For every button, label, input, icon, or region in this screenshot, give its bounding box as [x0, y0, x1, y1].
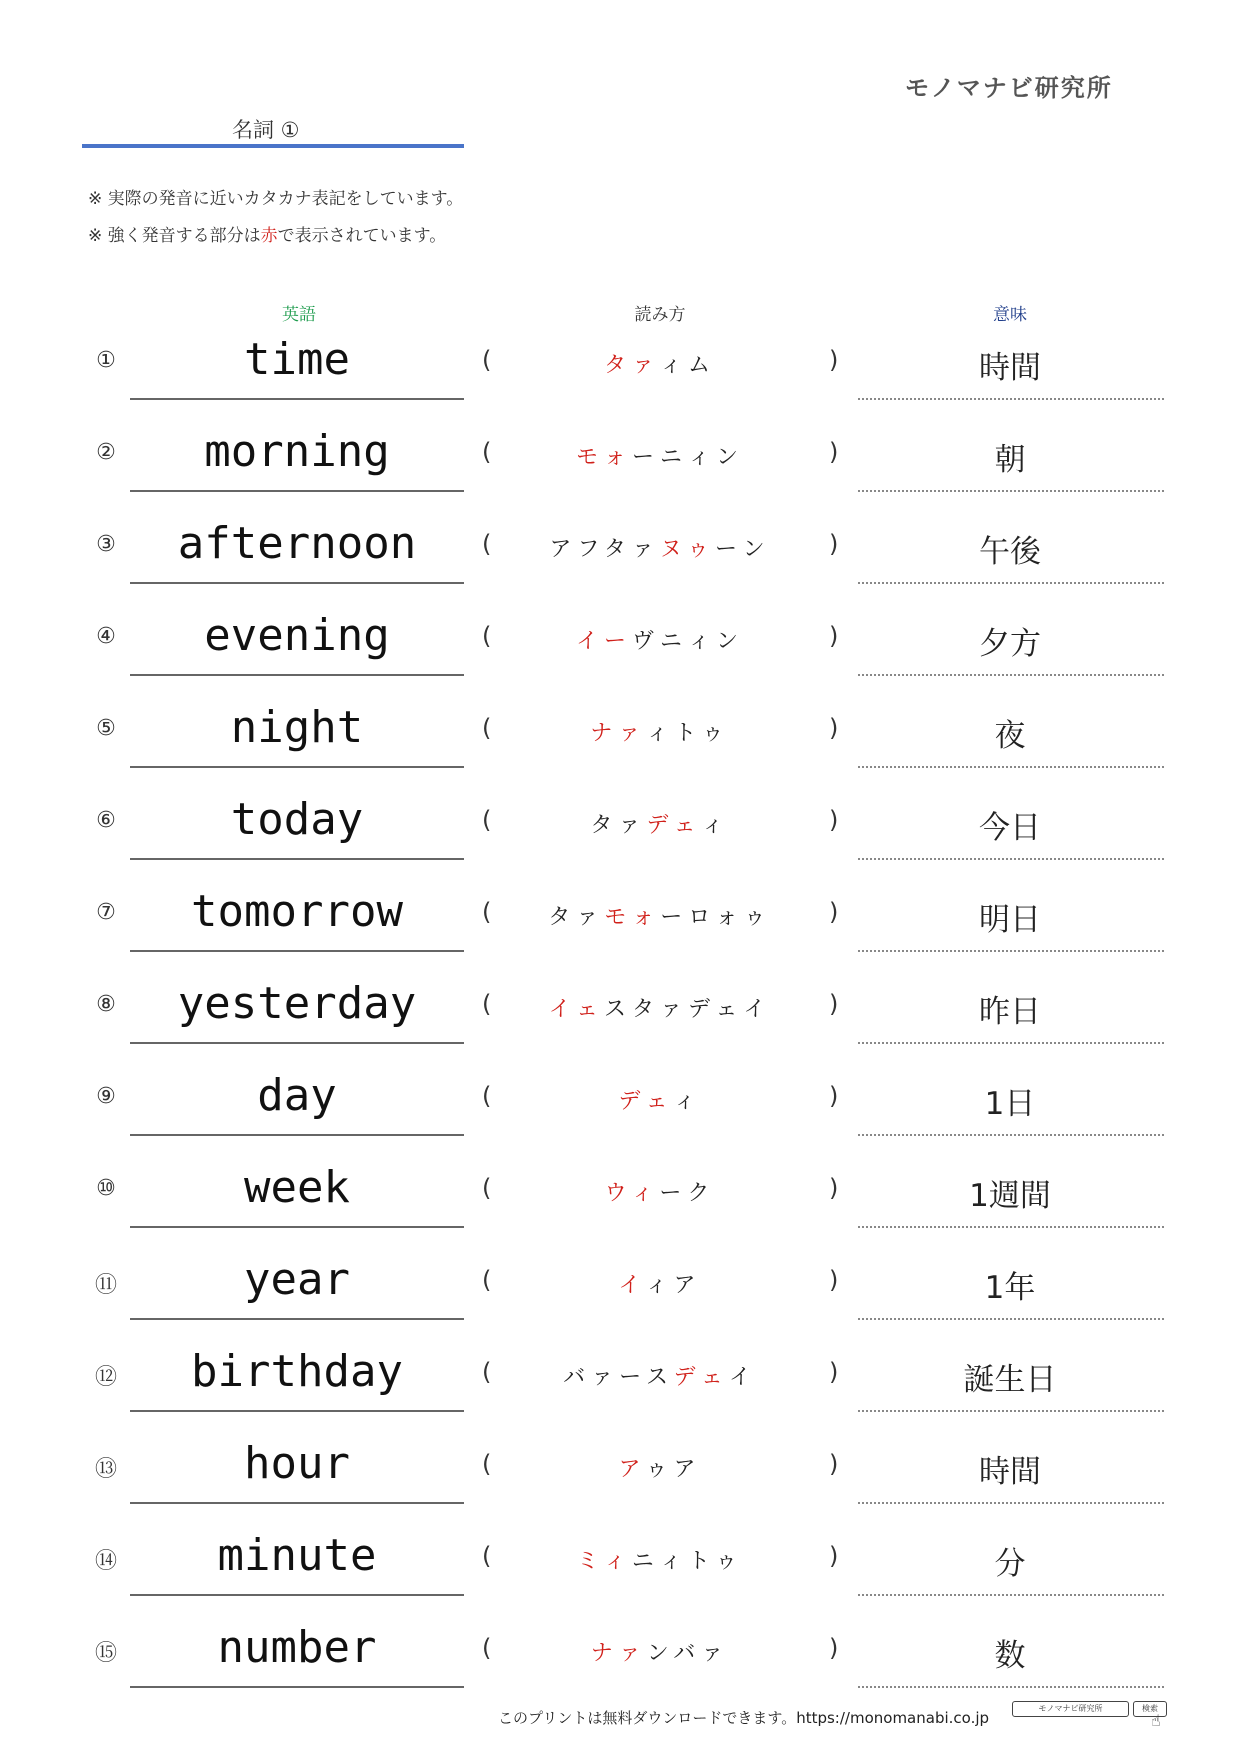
reading-stress: デェ [646, 813, 702, 838]
meaning-text: 朝 [994, 442, 1026, 478]
reading-stress: モォ [575, 445, 632, 470]
reading-stress: ウィ [604, 1181, 660, 1206]
meaning-underline [858, 582, 1164, 584]
header-reading: 読み方 [634, 305, 686, 325]
english-underline [130, 1226, 464, 1228]
close-paren: ) [829, 990, 839, 1018]
vocab-row [0, 606, 1241, 698]
footer-text: このプリントは無料ダウンロードできます。https://monomanabi.co.jp [498, 1709, 990, 1727]
open-paren: ( [482, 346, 492, 374]
reading-stress: イ [618, 1273, 646, 1298]
pointer-hand-icon: ☝ [1151, 1711, 1161, 1730]
reading-text [510, 808, 810, 839]
english-word: hour [244, 1438, 350, 1489]
english-word: time [244, 334, 350, 385]
vocab-row [0, 790, 1241, 882]
row-number: ③ [96, 532, 116, 557]
reading-text [510, 348, 810, 379]
close-paren: ) [829, 1174, 839, 1202]
open-paren: ( [482, 806, 492, 834]
vocab-row [0, 422, 1241, 514]
reading-text [510, 532, 810, 563]
site-logo: モノマナビ研究所 [905, 74, 1113, 102]
reading-stress: ア [618, 1457, 646, 1482]
meaning-underline [858, 950, 1164, 952]
meaning-text: 午後 [979, 534, 1041, 570]
meaning-underline [858, 1686, 1164, 1688]
reading-segment: ーン [715, 537, 771, 562]
note-line-2-post: で表示されています。 [277, 226, 447, 246]
close-paren: ) [829, 1634, 839, 1662]
row-number: ⑥ [96, 808, 116, 833]
note-line-2-red: 赤 [260, 226, 278, 246]
english-word: yesterday [177, 978, 417, 1029]
header-meaning: 意味 [993, 305, 1027, 325]
reading-stress: イー [575, 629, 632, 654]
english-underline [130, 1686, 464, 1688]
meaning-underline [858, 766, 1164, 768]
reading-stress: イェ [548, 997, 605, 1022]
english-underline [130, 766, 464, 768]
vocab-row [0, 974, 1241, 1066]
row-number: ④ [96, 624, 116, 649]
row-number: ⑨ [96, 1084, 116, 1109]
english-underline [130, 490, 464, 492]
row-number: ⑦ [96, 900, 116, 925]
meaning-underline [858, 674, 1164, 676]
reading-text [510, 624, 810, 655]
reading-segment: ゥア [645, 1457, 702, 1482]
reading-segment: イ [728, 1365, 757, 1390]
english-underline [130, 1318, 464, 1320]
reading-text [510, 1360, 810, 1391]
english-word: birthday [191, 1346, 403, 1397]
reading-text [510, 992, 810, 1023]
open-paren: ( [482, 1266, 492, 1294]
meaning-text: 夜 [994, 718, 1026, 754]
meaning-underline [858, 1502, 1164, 1504]
close-paren: ) [829, 1082, 839, 1110]
meaning-underline [858, 1042, 1164, 1044]
reading-segment: ィア [645, 1273, 702, 1298]
reading-text [510, 1268, 810, 1299]
row-number: ⑪ [94, 1273, 117, 1298]
reading-stress: タァ [603, 353, 660, 378]
english-word: year [244, 1254, 350, 1305]
reading-segment: ィ [701, 813, 730, 838]
row-number: ⑫ [94, 1365, 117, 1390]
open-paren: ( [482, 1082, 492, 1110]
reading-stress: ヌゥ [659, 537, 716, 562]
english-underline [130, 1502, 464, 1504]
reading-segment: ーニィン [632, 445, 745, 470]
close-paren: ) [829, 714, 839, 742]
vocab-row [0, 1342, 1241, 1434]
english-underline [130, 1594, 464, 1596]
meaning-underline [858, 1410, 1164, 1412]
reading-segment: ーロォゥ [660, 905, 772, 930]
english-word: minute [217, 1530, 377, 1581]
reading-text [510, 440, 810, 471]
reading-text [510, 716, 810, 747]
english-underline [130, 950, 464, 952]
open-paren: ( [482, 898, 492, 926]
meaning-text: 時間 [979, 1454, 1041, 1490]
close-paren: ) [829, 806, 839, 834]
meaning-text: 今日 [979, 810, 1041, 846]
english-word: number [217, 1622, 377, 1673]
close-paren: ) [829, 622, 839, 650]
close-paren: ) [829, 898, 839, 926]
meaning-underline [858, 490, 1164, 492]
reading-stress: デェ [673, 1365, 729, 1390]
english-underline [130, 1410, 464, 1412]
meaning-underline [858, 1134, 1164, 1136]
reading-segment: ィ [673, 1089, 702, 1114]
row-number: ⑭ [94, 1549, 117, 1574]
close-paren: ) [829, 346, 839, 374]
close-paren: ) [829, 1358, 839, 1386]
vocab-row [0, 330, 1241, 422]
page-title: 名詞 ① [232, 118, 300, 142]
reading-text [510, 1636, 810, 1667]
close-paren: ) [829, 438, 839, 466]
reading-stress: ナァ [590, 721, 647, 746]
row-number: ⑤ [96, 716, 116, 741]
english-underline [130, 1042, 464, 1044]
meaning-text: 1週間 [969, 1178, 1051, 1214]
reading-segment: タァ [590, 813, 647, 838]
meaning-text: 夕方 [979, 626, 1041, 662]
close-paren: ) [829, 1450, 839, 1478]
english-word: today [230, 794, 364, 845]
english-word: week [244, 1162, 350, 1213]
reading-stress: デェ [618, 1089, 674, 1114]
vocab-row [0, 1434, 1241, 1526]
reading-segment: ィトゥ [646, 721, 730, 746]
english-word: morning [204, 426, 390, 477]
open-paren: ( [482, 1358, 492, 1386]
open-paren: ( [482, 714, 492, 742]
vocab-row [0, 514, 1241, 606]
english-underline [130, 582, 464, 584]
reading-text [510, 1176, 810, 1207]
close-paren: ) [829, 1542, 839, 1570]
open-paren: ( [482, 438, 492, 466]
note-line-1: ※ 実際の発音に近いカタカナ表記をしています。 [88, 189, 464, 209]
meaning-text: 昨日 [979, 994, 1041, 1030]
row-number: ② [96, 440, 116, 465]
english-word: evening [204, 610, 390, 661]
row-number: ⑬ [94, 1457, 117, 1482]
reading-stress: モォ [604, 905, 661, 930]
open-paren: ( [482, 990, 492, 1018]
reading-segment: スタァデェイ [604, 997, 772, 1022]
title-underline [82, 144, 464, 148]
vocab-row [0, 1618, 1241, 1710]
english-underline [130, 1134, 464, 1136]
search-input[interactable]: モノマナビ研究所 [1012, 1701, 1129, 1717]
meaning-underline [858, 858, 1164, 860]
reading-segment: タァ [548, 905, 605, 930]
note-line-2-pre: ※ 強く発音する部分は [88, 226, 261, 246]
meaning-underline [858, 1318, 1164, 1320]
open-paren: ( [482, 622, 492, 650]
header-english: 英語 [282, 305, 316, 325]
row-number: ⑮ [94, 1641, 117, 1666]
vocab-row [0, 882, 1241, 974]
note-line-2 [88, 221, 446, 246]
row-number: ⑩ [96, 1176, 116, 1201]
reading-segment: ンバァ [646, 1641, 730, 1666]
english-underline [130, 398, 464, 400]
meaning-text: 明日 [979, 902, 1041, 938]
reading-text [510, 900, 810, 931]
meaning-text: 誕生日 [963, 1362, 1057, 1398]
reading-stress: ミィ [576, 1549, 632, 1574]
meaning-underline [858, 1226, 1164, 1228]
english-word: night [230, 702, 364, 753]
english-word: afternoon [177, 518, 417, 569]
meaning-underline [858, 398, 1164, 400]
vocab-row [0, 1066, 1241, 1158]
close-paren: ) [829, 1266, 839, 1294]
english-underline [130, 858, 464, 860]
close-paren: ) [829, 530, 839, 558]
meaning-text: 時間 [979, 350, 1041, 386]
vocab-row [0, 1158, 1241, 1250]
open-paren: ( [482, 530, 492, 558]
vocab-row [0, 698, 1241, 790]
english-underline [130, 674, 464, 676]
search-button[interactable]: 検索 [1133, 1701, 1167, 1717]
open-paren: ( [482, 1450, 492, 1478]
row-number: ⑧ [96, 992, 116, 1017]
reading-text [510, 1544, 810, 1575]
meaning-text: 数 [994, 1638, 1026, 1674]
reading-segment: ーク [659, 1181, 716, 1206]
meaning-text: 1日 [984, 1086, 1036, 1122]
open-paren: ( [482, 1542, 492, 1570]
meaning-underline [858, 1594, 1164, 1596]
open-paren: ( [482, 1634, 492, 1662]
open-paren: ( [482, 1174, 492, 1202]
row-number: ① [96, 348, 116, 373]
reading-text [510, 1084, 810, 1115]
meaning-text: 分 [994, 1546, 1026, 1582]
reading-stress: ナァ [590, 1641, 647, 1666]
reading-text [510, 1452, 810, 1483]
reading-segment: アフタァ [549, 537, 660, 562]
reading-segment: ニィトゥ [631, 1549, 744, 1574]
reading-segment: ヴニィン [632, 629, 745, 654]
english-word: day [257, 1070, 337, 1121]
meaning-text: 1年 [984, 1270, 1036, 1306]
english-word: tomorrow [191, 886, 403, 937]
reading-segment: バァース [563, 1365, 674, 1390]
vocab-row [0, 1250, 1241, 1342]
vocab-row [0, 1526, 1241, 1618]
reading-segment: ィム [660, 353, 717, 378]
